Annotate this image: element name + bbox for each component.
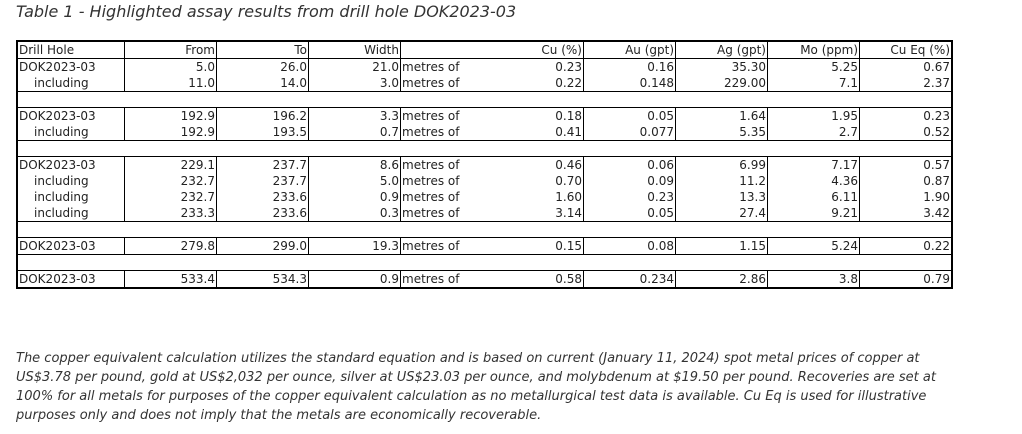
spacer-cell [768, 255, 860, 271]
cell-au-gpt: 0.08 [584, 238, 676, 255]
cell-cu-pct: 3.14 [492, 205, 584, 222]
cell-from: 533.4 [125, 271, 217, 289]
cell-cu-eq-pct: 0.23 [923, 109, 950, 123]
cell-cu-pct: 0.18 [492, 108, 584, 125]
spacer-cell [584, 222, 676, 238]
cell-au-gpt: 0.05 [584, 205, 676, 222]
cell-mo-ppm: 5.25 [768, 59, 860, 76]
cell-ag-gpt: 229.00 [676, 75, 768, 92]
header-from: From [125, 41, 217, 59]
table-row [17, 173, 952, 189]
cell-to: 534.3 [217, 271, 309, 289]
table-row [17, 59, 952, 76]
cell-ag-gpt: 5.35 [676, 124, 768, 141]
cell-unit: metres of [402, 76, 460, 90]
cell-from: 279.8 [125, 238, 217, 255]
cell-width: 8.6 [309, 157, 401, 174]
header-cu-pct: Cu (%) [492, 41, 584, 59]
spacer-row [17, 92, 952, 108]
table-header-row [17, 41, 952, 59]
cell-cu-pct: 0.41 [492, 124, 584, 141]
cell-mo-ppm: 5.24 [768, 238, 860, 255]
header-unit [401, 41, 493, 59]
cell-au-gpt: 0.16 [584, 59, 676, 76]
spacer-cell [217, 222, 309, 238]
spacer-cell [125, 92, 217, 108]
spacer-cell [309, 222, 401, 238]
cell-ag-gpt: 35.30 [676, 59, 768, 76]
header-mo-ppm: Mo (ppm) [768, 41, 860, 59]
cell-drill-hole: including [17, 189, 125, 205]
cell-width: 3.3 [309, 108, 401, 125]
cell-cu-pct: 0.58 [492, 271, 584, 289]
cell-to: 233.6 [217, 189, 309, 205]
copper-equivalent-footnote: The copper equivalent calculation utilizes the standard equation and is based on current (January 11, 2024) spot metal prices of copper at US$3.78 per pound, gold at US$2,032 per ounce, silver at US$23.03 per ounce, and molybdenum at $19.50 per pound. Recoveries are set at 100% for all metals for purposes of the copper equivalent calculation as no metallurgical test data is available. Cu Eq is used for illustrative purposes only and does not imply that the metals are economically recoverable. [16, 351, 936, 423]
cell-cu-eq-pct: 0.67 [923, 60, 950, 74]
cell-unit: metres of [402, 158, 460, 172]
table-row [17, 205, 952, 222]
spacer-cell [17, 141, 125, 157]
spacer-cell [676, 141, 768, 157]
table-caption: Table 1 - Highlighted assay results from drill hole DOK2023-03 [16, 2, 517, 21]
cell-au-gpt: 0.05 [584, 108, 676, 125]
cell-au-gpt: 0.09 [584, 173, 676, 189]
spacer-cell [401, 141, 493, 157]
cell-mo-ppm: 7.17 [768, 157, 860, 174]
table-row [17, 157, 952, 174]
cell-unit: metres of [402, 109, 460, 123]
cell-cu-eq-pct: 1.90 [923, 190, 950, 204]
cell-to: 237.7 [217, 157, 309, 174]
cell-unit: metres of [402, 190, 460, 204]
header-cu-eq-pct: Cu Eq (%) [860, 41, 953, 59]
cell-unit: metres of [402, 272, 460, 286]
cell-width: 19.3 [309, 238, 401, 255]
cell-width: 0.3 [309, 205, 401, 222]
spacer-cell [860, 222, 953, 238]
cell-drill-hole: including [17, 124, 125, 141]
cell-from: 229.1 [125, 157, 217, 174]
spacer-cell [584, 92, 676, 108]
cell-drill-hole: including [17, 173, 125, 189]
spacer-cell [309, 255, 401, 271]
spacer-cell [217, 141, 309, 157]
table-row [17, 189, 952, 205]
spacer-cell [860, 141, 953, 157]
cell-drill-hole: DOK2023-03 [17, 271, 125, 289]
cell-cu-eq-pct: 0.22 [923, 239, 950, 253]
spacer-cell [492, 222, 584, 238]
cell-width: 0.9 [309, 271, 401, 289]
spacer-cell [676, 255, 768, 271]
cell-au-gpt: 0.077 [584, 124, 676, 141]
cell-cu-eq-pct: 2.37 [923, 76, 950, 90]
cell-width: 0.7 [309, 124, 401, 141]
table-row [17, 124, 952, 141]
cell-from: 11.0 [125, 75, 217, 92]
cell-ag-gpt: 6.99 [676, 157, 768, 174]
cell-drill-hole: DOK2023-03 [17, 59, 125, 76]
spacer-cell [768, 92, 860, 108]
cell-ag-gpt: 1.64 [676, 108, 768, 125]
cell-width: 21.0 [309, 59, 401, 76]
cell-mo-ppm: 7.1 [768, 75, 860, 92]
cell-from: 5.0 [125, 59, 217, 76]
cell-drill-hole: DOK2023-03 [17, 238, 125, 255]
table-row [17, 108, 952, 125]
cell-cu-pct: 0.15 [492, 238, 584, 255]
spacer-cell [401, 92, 493, 108]
spacer-cell [17, 255, 125, 271]
spacer-cell [768, 141, 860, 157]
cell-width: 3.0 [309, 75, 401, 92]
spacer-cell [309, 92, 401, 108]
table-row [17, 75, 952, 92]
spacer-cell [17, 222, 125, 238]
spacer-cell [401, 255, 493, 271]
cell-mo-ppm: 2.7 [768, 124, 860, 141]
cell-au-gpt: 0.148 [584, 75, 676, 92]
cell-cu-pct: 0.22 [492, 75, 584, 92]
spacer-cell [768, 222, 860, 238]
cell-unit: metres of [402, 206, 460, 220]
cell-mo-ppm: 3.8 [768, 271, 860, 289]
table-row [17, 238, 952, 255]
cell-mo-ppm: 9.21 [768, 205, 860, 222]
cell-from: 233.3 [125, 205, 217, 222]
cell-cu-pct: 1.60 [492, 189, 584, 205]
cell-cu-pct: 0.46 [492, 157, 584, 174]
header-drill-hole: Drill Hole [17, 41, 125, 59]
spacer-cell [584, 141, 676, 157]
cell-ag-gpt: 1.15 [676, 238, 768, 255]
spacer-cell [217, 255, 309, 271]
cell-cu-eq-pct: 0.57 [923, 158, 950, 172]
assay-results-table [16, 40, 953, 289]
cell-drill-hole: DOK2023-03 [17, 157, 125, 174]
cell-au-gpt: 0.06 [584, 157, 676, 174]
spacer-cell [492, 92, 584, 108]
cell-ag-gpt: 11.2 [676, 173, 768, 189]
cell-drill-hole: including [17, 205, 125, 222]
spacer-cell [125, 222, 217, 238]
cell-cu-pct: 0.70 [492, 173, 584, 189]
spacer-cell [401, 222, 493, 238]
cell-cu-eq-pct: 0.52 [923, 125, 950, 139]
cell-au-gpt: 0.234 [584, 271, 676, 289]
cell-to: 193.5 [217, 124, 309, 141]
cell-to: 196.2 [217, 108, 309, 125]
header-ag-gpt: Ag (gpt) [676, 41, 768, 59]
header-au-gpt: Au (gpt) [584, 41, 676, 59]
header-to: To [217, 41, 309, 59]
spacer-cell [676, 222, 768, 238]
cell-from: 192.9 [125, 108, 217, 125]
spacer-cell [492, 255, 584, 271]
cell-cu-eq-pct: 0.79 [923, 272, 950, 286]
cell-unit: metres of [402, 174, 460, 188]
cell-mo-ppm: 4.36 [768, 173, 860, 189]
table-row [17, 271, 952, 289]
cell-unit: metres of [402, 125, 460, 139]
cell-ag-gpt: 13.3 [676, 189, 768, 205]
cell-cu-eq-pct: 0.87 [923, 174, 950, 188]
cell-width: 0.9 [309, 189, 401, 205]
spacer-cell [676, 92, 768, 108]
cell-to: 26.0 [217, 59, 309, 76]
cell-mo-ppm: 6.11 [768, 189, 860, 205]
spacer-cell [125, 141, 217, 157]
cell-cu-eq-pct: 3.42 [923, 206, 950, 220]
cell-to: 233.6 [217, 205, 309, 222]
spacer-cell [860, 255, 953, 271]
cell-unit: metres of [402, 60, 460, 74]
cell-drill-hole: DOK2023-03 [17, 108, 125, 125]
spacer-cell [17, 92, 125, 108]
cell-to: 14.0 [217, 75, 309, 92]
spacer-row [17, 255, 952, 271]
cell-to: 237.7 [217, 173, 309, 189]
table-body [17, 59, 952, 289]
cell-au-gpt: 0.23 [584, 189, 676, 205]
spacer-cell [492, 141, 584, 157]
cell-unit: metres of [402, 239, 460, 253]
cell-to: 299.0 [217, 238, 309, 255]
cell-mo-ppm: 1.95 [768, 108, 860, 125]
cell-width: 5.0 [309, 173, 401, 189]
cell-cu-pct: 0.23 [492, 59, 584, 76]
cell-from: 232.7 [125, 189, 217, 205]
cell-ag-gpt: 27.4 [676, 205, 768, 222]
spacer-row [17, 222, 952, 238]
cell-ag-gpt: 2.86 [676, 271, 768, 289]
spacer-cell [309, 141, 401, 157]
header-width: Width [309, 41, 401, 59]
spacer-row [17, 141, 952, 157]
cell-from: 192.9 [125, 124, 217, 141]
spacer-cell [584, 255, 676, 271]
spacer-cell [860, 92, 953, 108]
cell-from: 232.7 [125, 173, 217, 189]
spacer-cell [217, 92, 309, 108]
spacer-cell [125, 255, 217, 271]
cell-drill-hole: including [17, 75, 125, 92]
